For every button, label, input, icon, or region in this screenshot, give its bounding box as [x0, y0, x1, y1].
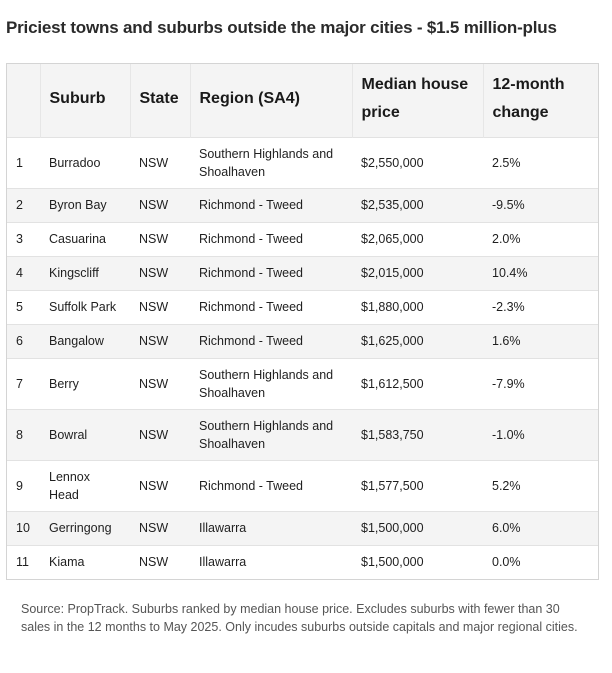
cell-price: $2,535,000: [361, 198, 424, 212]
cell-price: $2,015,000: [361, 266, 424, 280]
cell-state: NSW: [139, 198, 169, 212]
cell-state: NSW: [139, 555, 169, 570]
cell-price: $1,500,000: [361, 555, 424, 570]
cell-region: Richmond - Tweed: [199, 334, 303, 348]
table-row: [7, 545, 598, 579]
header-median-price: Median house price: [352, 64, 483, 137]
cell-price: $1,880,000: [361, 300, 424, 314]
cell-rank: 8: [16, 427, 23, 442]
cell-change: -7.9%: [492, 376, 525, 391]
cell-rank: 2: [16, 198, 23, 212]
cell-region: Richmond - Tweed: [199, 300, 303, 314]
cell-rank: 5: [16, 300, 23, 314]
cell-state: NSW: [139, 427, 169, 442]
source-note: Source: PropTrack. Suburbs ranked by median house price. Excludes suburbs with fewer than 30 sales in the 12 months to May 2025. Only incudes suburbs outside capitals and major regional cities.: [21, 602, 578, 634]
cell-price: $1,625,000: [361, 334, 424, 348]
page-title: Priciest towns and suburbs outside the major cities - $1.5 million-plus: [6, 18, 557, 37]
cell-rank: 7: [16, 376, 23, 391]
cell-state: NSW: [139, 521, 169, 535]
cell-price: $1,583,750: [361, 427, 424, 442]
table-row: [7, 358, 598, 409]
cell-change: -2.3%: [492, 300, 525, 314]
cell-region: Southern Highlands and Shoalhaven: [199, 367, 334, 400]
cell-state: NSW: [139, 155, 169, 170]
cell-rank: 4: [16, 266, 23, 280]
cell-region: Southern Highlands and Shoalhaven: [199, 418, 334, 451]
cell-region: Richmond - Tweed: [199, 266, 303, 280]
cell-suburb: Casuarina: [49, 232, 106, 246]
cell-region: Richmond - Tweed: [199, 198, 303, 212]
header-region: Region (SA4): [190, 64, 352, 137]
header-rank: [7, 64, 40, 137]
cell-change: 1.6%: [492, 334, 521, 348]
cell-rank: 1: [16, 155, 23, 170]
cell-state: NSW: [139, 478, 169, 493]
table-row: [7, 188, 598, 222]
cell-rank: 11: [16, 555, 29, 570]
cell-change: -1.0%: [492, 427, 525, 442]
cell-suburb: Suffolk Park: [49, 300, 117, 314]
cell-state: NSW: [139, 266, 169, 280]
table-body: [7, 137, 598, 579]
cell-state: NSW: [139, 376, 169, 391]
cell-change: 5.2%: [492, 478, 521, 493]
cell-rank: 3: [16, 232, 23, 246]
cell-change: -9.5%: [492, 198, 525, 212]
cell-region: Southern Highlands and Shoalhaven: [199, 146, 334, 179]
cell-price: $1,500,000: [361, 521, 424, 535]
cell-change: 6.0%: [492, 521, 521, 535]
table-row: [7, 324, 598, 358]
cell-suburb: Gerringong: [49, 521, 112, 535]
cell-region: Richmond - Tweed: [199, 478, 303, 493]
table-row: [7, 290, 598, 324]
header-row: [7, 64, 598, 137]
cell-rank: 9: [16, 478, 23, 493]
cell-region: Illawarra: [199, 555, 247, 570]
cell-state: NSW: [139, 334, 169, 348]
header-state: State: [130, 64, 190, 137]
table-row: [7, 222, 598, 256]
cell-change: 0.0%: [492, 555, 521, 570]
cell-price: $1,612,500: [361, 376, 424, 391]
cell-change: 2.0%: [492, 232, 521, 246]
cell-price: $1,577,500: [361, 478, 424, 493]
cell-change: 10.4%: [492, 266, 528, 280]
cell-change: 2.5%: [492, 155, 521, 170]
cell-region: Illawarra: [199, 521, 247, 535]
table-row: [7, 409, 598, 460]
cell-state: NSW: [139, 232, 169, 246]
cell-suburb: Bowral: [49, 427, 88, 442]
cell-suburb: Bangalow: [49, 334, 104, 348]
cell-rank: 10: [16, 521, 30, 535]
cell-suburb: Kiama: [49, 555, 85, 570]
data-table-container: [6, 63, 599, 580]
cell-suburb: Berry: [49, 376, 79, 391]
table-row: [7, 256, 598, 290]
header-suburb: Suburb: [40, 64, 130, 137]
data-table: [7, 64, 598, 579]
cell-suburb: Byron Bay: [49, 198, 107, 212]
table-row: [7, 137, 598, 188]
cell-rank: 6: [16, 334, 23, 348]
table-header: [7, 64, 598, 137]
header-change: 12-month change: [492, 76, 565, 122]
cell-region: Richmond - Tweed: [199, 232, 303, 246]
cell-price: $2,550,000: [361, 155, 424, 170]
table-row: [7, 511, 598, 545]
cell-suburb: Lennox Head: [49, 469, 91, 502]
cell-suburb: Burradoo: [49, 155, 101, 170]
cell-price: $2,065,000: [361, 232, 424, 246]
cell-suburb: Kingscliff: [49, 266, 99, 280]
table-row: [7, 460, 598, 511]
cell-state: NSW: [139, 300, 169, 314]
